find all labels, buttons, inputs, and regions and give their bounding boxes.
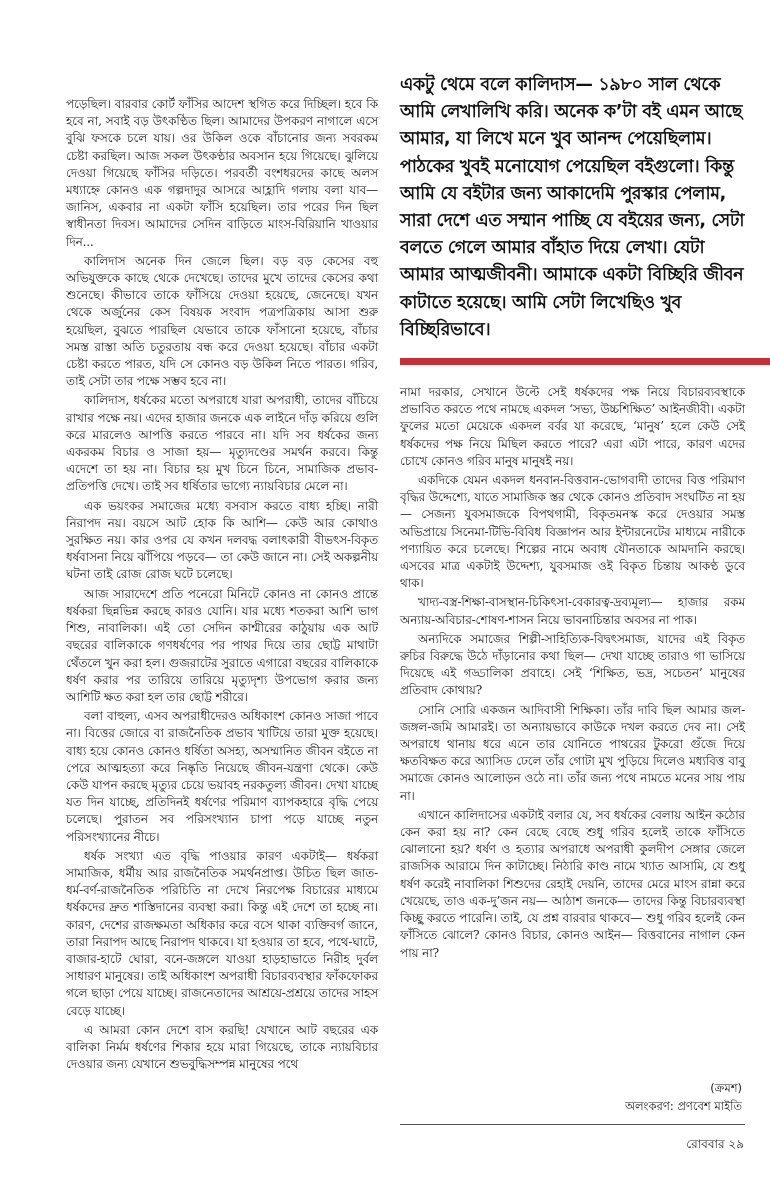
right-paragraph-6: এখানে কালিদাসের একটাই বলার যে, সব ধর্ষকের বেলায় আইন কঠোর কেন করা হয় না? কেন বেছে বেছে শুধু গরিব হলেই তাকে ফাঁসিতে ঝোলানো হয়? ধর্ষণ ও হত্যার অপরাধে অপরাধী কুলদীপ সেঙ্গার জেলে রাজসিক আরামে দিন কাটাচ্ছে। নিঠারি কাণ্ড নামে খ্যাত আসামি, যে শুধু ধর্ষণ করেই নাবালিকা শিশুদের রেহাই দেয়নি, তাদের মেরে মাংস রান্না করে খেয়েছে, তাও এক-দু’জন নয়— আঠাশ জনকে— তাদের কিন্তু বিচারব্যবস্থা কিচ্ছু করতে পারেনি। তাই, যে প্রশ্ন বারবার থাকবে— শুধু গরিব হলেই কেন ফাঁসিতে ঝোলে? কোনও বিচার, কোনও আইন— বিত্তবানের নাগাল কেন পায় না?: [400, 807, 745, 960]
left-paragraph-1: পড়েছিল। বারবার কোর্ট ফাঁসির আদেশ স্থগিত করে দিচ্ছিল। হবে কি হবে না, সবাই বড় উৎকণ্ঠিত ছিল। আমাদের উপকরণ নাগালে এসে বুঝি ফসকে চলে যায়। ওর উকিল ওকে বাঁচানোর জন্য সবরকম চেষ্টা করছিল। আজ সকল উৎকণ্ঠার অবসান হয়ে গিয়েছে। ঝুলিয়ে দেওয়া গিয়েছে ফাঁসির দড়িতে। পরবর্তী বংশধরদের কাছে অলস মধ্যাহ্নে কোনও এক গল্পদাদুর আসরে আহ্লাদি গলায় বলা যাব— জানিস, একবার না একটা ফাঁসি হয়েছিল। তার পরের দিন ছিল স্বাধীনতা দিবস। আমাদের সেদিন বাড়িতে মাংস-বিরিয়ানি খাওয়ার দিন...: [66, 97, 378, 249]
left-column: [66, 96, 378, 1075]
pull-quote-box: [400, 72, 745, 344]
right-paragraph-5: সোনি সোরি একজন আদিবাসী শিক্ষিকা। তাঁর দাবি ছিল আমার জল-জঙ্গল-জমি আমারই। তা অন্যায়ভাবে কাউকে দখল করতে দেব না। সেই অপরাধে থানায় ধরে এনে তার যোনিতে পাথরের টুকরো গুঁজে দিয়ে ক্ষতবিক্ষত করে অ্যাসিড ঢেলে তাঁর গোটা মুখ পুড়িয়ে দিলেও মধ্যবিত্ত বাবু সমাজে কোনও আলোড়ন ওঠে না। তাঁর জন্য পথে নামতে মনের সায় পায় না।: [400, 702, 745, 803]
page-folio: রোববার ২৯: [686, 1137, 744, 1151]
left-paragraph-8: এ আমরা কোন দেশে বাস করছি! যেখানে আট বছরের এক বালিকা নির্মম ধর্ষণের শিকার হয়ে মারা গিয়েছে, তাকে ন্যায়বিচার দেওয়ার জন্য যেখানে শুভবুদ্ধিসম্পন্ন মানুষের পথে: [66, 1022, 378, 1072]
accent-rule: [400, 358, 770, 365]
continued-note: (ক্রমশ): [710, 1081, 742, 1095]
left-paragraph-6: বলা বাহুল্য, এসব অপরাধীদেরও অধিকাংশ কোনও সাজা পাবে না। বিত্তের জোরে বা রাজনৈতিক প্রভাব খাটিয়ে তারা মুক্ত হয়েছে। বাধ্য হয়ে কোনও কোনও ধর্ষিতা অসহ্য, অসম্মানিত জীবন বইতে না পেরে আত্মহত্যা করে নিষ্কৃতি নিয়েছে জীবন-যন্ত্রণা থেকে। কেউ কেউ যাপন করছে মৃত্যুর চেয়ে ভয়াবহ নরকতুল্য জীবন। দেখা যাচ্ছে যত দিন যাচ্ছে, প্রতিদিনই ধর্ষণের পরিমাণ ব্যাপকহারে বৃদ্ধি পেয়ে চলেছে। পুরাতন সব পরিসংখ্যান চাপা পড়ে যাচ্ছে নতুন পরিসংখ্যানের নীচে।: [66, 709, 378, 844]
right-paragraph-4: অন্যদিকে সমাজের শিল্পী-সাহিত্যিক-বিদ্বৎসমাজ, যাদের এই বিকৃত রুচির বিরুদ্ধে উঠে দাঁড়ানোর কথা ছিল— দেখা যাচ্ছে তারাও গা ভাসিয়ে দিয়েছে এই গড্ডালিকা প্রবাহে। সেই ‘শিক্ষিত, ভদ্র, সচেতন’ মানুষের প্রতিবাদ কোথায়?: [400, 631, 745, 698]
left-paragraph-4: এক ভয়ংকর সমাজের মধ্যে বসবাস করতে বাধ্য হচ্ছি। নারী নিরাপদ নয়। বয়সে আট হোক কি আশি— কেউ আর কোথাও সুরক্ষিত নয়। কার ওপর যে কখন দলবদ্ধ বলাৎকারী বীভৎস-বিকৃত ধর্ষবাসনা নিয়ে ঝাঁপিয়ে পড়বে— তা কেউ জানে না। সেই অকল্পনীয় ঘটনা তাই রোজ রোজ ঘটে চলেছে।: [66, 498, 378, 582]
left-paragraph-3: কালিদাস, ধর্ষকের মতো অপরাধে যারা অপরাধী, তাদের বাঁচিয়ে রাখার পক্ষে নয়। এদের হাজার জনকে এক লাইনে দাঁড় করিয়ে গুলি করে মারলেও আপত্তি করতে পারবে না। যদি সব ধর্ষকের জন্য একরকম বিচার ও সাজা হয়— মৃত্যুদণ্ডের সমর্থন করবে। কিন্তু এদেশে তা হয় না। বিচার হয় মুখ চিনে চিনে, সামাজিক প্রভাব-প্রতিপত্তি দেখে। তাই সব ধর্ষিতার ভাগ্যে ন্যায়বিচার মেলে না।: [66, 393, 378, 494]
left-paragraph-7: ধর্ষক সংখ্যা এত বৃদ্ধি পাওয়ার কারণ একটাই— ধর্ষকরা সামাজিক, ধর্মীয় আর রাজনৈতিক সমর্থনপ্রাপ্ত। উচিত ছিল জাত-ধর্ম-বর্ণ-রাজনৈতিক পরিচিতি না দেখে নিরপেক্ষ বিচারের মাধ্যমে ধর্ষকদের দ্রুত শাস্তিদানের ব্যবস্থা করা। কিন্তু এই দেশে তা হচ্ছে না। কারণ, দেশের রাজক্ষমতা অধিকার করে বসে থাকা ব্যক্তিবর্গ জানে, তারা নিরাপদ আছে নিরাপদ থাকবে। যা হওয়ার তা হবে, পথে-ঘাটে, বাজার-হাটে ঘোরা, বনে-জঙ্গলে যাওয়া হাড়হাভাতে নিরীহ দুর্বল সাধারণ মানুষের। তাই অধিকাংশ অপরাধী বিচারব্যবস্থার ফাঁকফোকর গলে ছাড়া পেয়ে যাচ্ছে। রাজনেতাদের আশ্রয়ে-প্রশ্রয়ে তাদের সাহস বেড়ে যাচ্ছে।: [66, 848, 378, 1018]
pull-quote: একটু থেমে বলে কালিদাস— ১৯৮০ সাল থেকে আমি লেখালিখি করি। অনেক ক’টা বই এমন আছে আমার, যা লিখে মনে খুব আনন্দ পেয়েছিলাম। পাঠকের খুবই মনোযোগ পেয়েছিল বইগুলো। কিন্তু আমি যে বইটার জন্য আকাদেমি পুরস্কার পেলাম, সারা দেশে এত সম্মান পাচ্ছি যে বইয়ের জন্য, সেটা বলতে গেলে আমার বাঁহাত দিয়ে লেখা। যেটা আমার আত্মজীবনী। আমাকে একটা বিচ্ছিরি জীবন কাটাতে হয়েছে। আমি সেটা লিখেছিও খুব বিচ্ছিরিভাবে।: [400, 75, 745, 340]
left-paragraph-2: কালিদাস অনেক দিন জেলে ছিল। বড় বড় কেসের বহু অভিযুক্তকে কাছে থেকে দেখেছে। তাদের মুখে তাদের কেসের কথা শুনেছে। কীভাবে তাকে ফাঁসিয়ে দেওয়া হয়েছে, জেনেছে। যখন থেকে অর্জুনের কেস বিষয়ক সংবাদ পত্রপত্রিকায় আসা শুরু হয়েছিল, বুঝতে পারছিল যেভাবে তাকে ফাঁসানো হয়েছে, বাঁচার সমস্ত রাস্তা অতি চতুরতায় বন্ধ করে দেওয়া হয়েছে। বাঁচার একটা চেষ্টা করতে পারত, যদি সে কোনও বড় উকিল নিতে পারত। গরিব, তাই সেটা তার পক্ষে সম্ভব হবে না।: [66, 253, 378, 389]
illustration-credit: অলংকরণ: প্রণবেশ মাইতি: [625, 1099, 742, 1113]
right-column: [400, 384, 745, 964]
right-paragraph-2: একদিকে যেমন একদল ধনবান-বিত্তবান-ভোগবাদী তাদের বিত্ত পরিমাণ বৃদ্ধির উদ্দেশ্যে, যাতে সামাজিক স্তর থেকে কোনও প্রতিবাদ সংঘটিত না হয়— সেজন্য যুবসমাজকে বিপথগামী, বিকৃতমনস্ক করে দেওয়ার সমস্ত অভিপ্রায়ে সিনেমা-টিভি-বিবিধ বিজ্ঞাপন আর ইন্টারনেটের মাধ্যমে নারীকে পণ্যায়িত করে চলেছে। শিল্পের নামে অবাধ যৌনতাকে আমদানি করছে। এসবের মাত্র একটাই উদ্দেশ্য, যুবসমাজ ওই বিকৃত চিন্তায় আকণ্ঠ ডুবে থাক।: [400, 473, 745, 591]
left-paragraph-5: আজ সারাদেশে প্রতি পনেরো মিনিটে কোনও না কোনও প্রান্তে ধর্ষকরা ছিন্নভিন্ন করছে কারও যোনি। যার মধ্যে শতকরা আশি ভাগ শিশু, নাবালিকা। এই তো সেদিন কাশ্মীরের কাঠুয়ায় এক আট বছরের বালিকাকে গণধর্ষণের পর পাথর দিয়ে তার ছোট্ট মাথাটা থেঁতলে খুন করা হল। গুজরাটের সুরাতে এগারো বছরের বালিকাকে ধর্ষণ করার পর তারিয়ে তারিয়ে মৃত্যুদৃশ্য উপভোগ করার জন্য আশিটি ক্ষত করা হল তার ছোট্ট শরীরে।: [66, 586, 378, 704]
folio-divider: [400, 1124, 745, 1125]
right-paragraph-1: নামা দরকার, সেখানে উল্টে সেই ধর্ষকদের পক্ষ নিয়ে বিচারব্যবস্থাকে প্রভাবিত করতে পথে নামছে একদল ‘সভ্য, উচ্চশিক্ষিত’ আইনজীবী। একটা ফুলের মতো মেয়েকে একদল বর্বর যা করেছে, ‘মানুষ’ হলে কেউ সেই ধর্ষকদের পক্ষ নিয়ে মিছিল করতে পারে? এরা এটা পারে, কারণ এদের চোখে কোনও গরিব মানুষ মানুষই নয়।: [400, 385, 745, 468]
right-paragraph-3: খাদ্য-বস্ত্র-শিক্ষা-বাসস্থান-চিকিৎসা-বেকারত্ব-দ্রব্যমূল্য— হাজার রকম অন্যায়-অবিচার-শোষণ-শাসন নিয়ে ভাবনাচিন্তার অবসর না পাক।: [400, 595, 745, 627]
